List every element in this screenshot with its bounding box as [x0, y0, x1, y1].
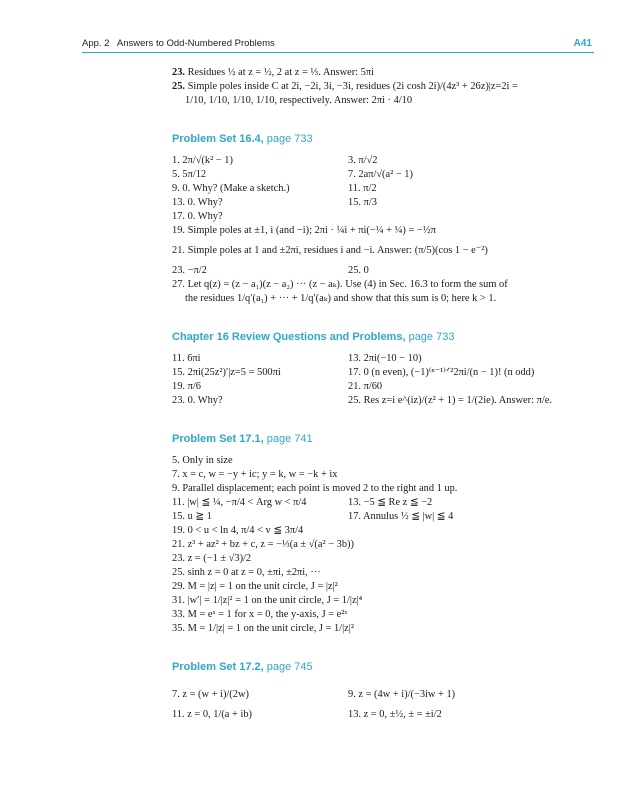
answer-text: Residues ½ at z = ½, 2 at z = ⅓. Answer: 5πi [187, 67, 374, 78]
answer-21: 21. Simple poles at 1 and ±2πi, residues i and −i. Answer: (π/5)(cos 1 − e⁻²) [172, 245, 488, 256]
answer-row [172, 182, 564, 196]
answer-23 [172, 66, 564, 80]
answer-text: Simple poles inside C at 2i, −2i, 3i, −3i, residues (2i cosh 2i)/(4z³ + 26z)|z=2i = [187, 81, 518, 92]
answer-17: 17. Annulus ½ ≦ |w| ≦ 4 [348, 511, 454, 522]
section-page: page 733 [263, 133, 313, 145]
answer-15: 15. 2πi(25z²)′|z=5 = 500πi [172, 367, 281, 378]
answer-23b: 23. −π/2 [172, 265, 207, 276]
answer-9: 9. z = (4w + i)/(−3iw + 1) [348, 689, 456, 700]
answer-27: 27. Let q(z) = (z − a₁)(z − a₂) ··· (z − aₖ). Use (4) in Sec. 16.3 to form the sum of [172, 279, 508, 290]
answer-row [172, 154, 564, 168]
section-heading-16-4 [172, 132, 564, 146]
answer-row [172, 352, 564, 366]
running-header [82, 38, 592, 49]
answer-25 [172, 80, 564, 94]
answer-5: 5. Only in size [172, 455, 233, 466]
answer-35: 35. M = 1/|z| = 1 on the unit circle, J = 1/|z|² [172, 623, 354, 634]
answer-row [172, 510, 564, 524]
answer-5: 5. 5π/12 [172, 169, 207, 180]
answer-25: 25. Res z=i e^(iz)/(z² + 1) = 1/(2ie). Answer: π/e. [348, 395, 552, 406]
answer-number: 25. [172, 81, 185, 92]
section-title: Problem Set 17.1, [172, 433, 264, 445]
answer-row [172, 496, 564, 510]
answer-23: 23. 0. Why? [172, 395, 223, 406]
answer-23: 23. z = (−1 ± √3)/2 [172, 553, 252, 564]
section-page: page 741 [263, 433, 313, 445]
answer-15: 15. π/3 [348, 197, 377, 208]
answer-row [172, 708, 564, 722]
answer-19: 19. π/6 [172, 381, 201, 392]
answer-27-cont: the residues 1/q′(a₁) + ··· + 1/q′(aₖ) and show that this sum is 0; here k > 1. [185, 293, 497, 304]
answer-3: 3. π/√2 [348, 155, 378, 166]
header-title: Answers to Odd-Numbered Problems [116, 38, 275, 49]
answer-11: 11. |w| ≦ ¼, −π/4 < Arg w < π/4 [172, 497, 307, 508]
answer-17: 17. 0. Why? [172, 211, 223, 222]
answer-19: 19. 0 < u < ln 4, π/4 < v ≦ 3π/4 [172, 525, 304, 536]
answer-1: 1. 2π/√(k² − 1) [172, 155, 233, 166]
section-page: page 745 [263, 661, 313, 673]
section-title: Problem Set 17.2, [172, 661, 264, 673]
answer-25-cont: 1/10, 1/10, 1/10, 1/10, respectively. Answer: 2πi · 4/10 [185, 95, 413, 106]
section-heading-17-1 [172, 432, 564, 446]
answer-row [172, 168, 564, 182]
answer-row [172, 394, 564, 408]
answer-29: 29. M = |z| = 1 on the unit circle, J = |z|² [172, 581, 338, 592]
answer-13: 13. 2πi(−10 − 10) [348, 353, 422, 364]
answer-7: 7. 2aπ/√(a² − 1) [348, 169, 413, 180]
answer-25: 25. sinh z = 0 at z = 0, ±πi, ±2πi, ··· [172, 567, 321, 578]
answer-9: 9. 0. Why? (Make a sketch.) [172, 183, 290, 194]
answers-body [172, 66, 564, 722]
answer-13: 13. 0. Why? [172, 197, 223, 208]
answer-33: 33. M = eˣ = 1 for x = 0, the y-axis, J = e²ˣ [172, 609, 348, 620]
answer-11: 11. z = 0, 1/(a + ib) [172, 709, 253, 720]
answer-19: 19. Simple poles at ±1, i (and −i); 2πi · ¼i + πi(−¼ + ¼) = −½π [172, 225, 436, 236]
page-number: A41 [573, 38, 592, 49]
header-rule [82, 52, 594, 53]
answer-9: 9. Parallel displacement; each point is moved 2 to the right and 1 up. [172, 483, 458, 494]
section-title: Problem Set 16.4, [172, 133, 264, 145]
answer-31: 31. |w′| = 1/|z|² = 1 on the unit circle, J = 1/|z|⁴ [172, 595, 363, 606]
answer-row [172, 682, 564, 708]
answer-11: 11. π/2 [348, 183, 377, 194]
section-heading-17-2 [172, 660, 564, 674]
answer-13: 13. z = 0, ±½, ± = ±i/2 [348, 709, 442, 720]
answer-21: 21. z³ + az² + bz + c, z = −⅓(a ± √(a² − 3b)) [172, 539, 354, 550]
answer-row [172, 366, 564, 380]
appendix-label: App. 2 [82, 38, 110, 49]
answer-11: 11. 6πi [172, 353, 201, 364]
answer-row [172, 196, 564, 210]
section-title: Chapter 16 Review Questions and Problems, [172, 331, 406, 343]
answer-row [172, 380, 564, 394]
answer-13: 13. −5 ≦ Re z ≦ −2 [348, 497, 433, 508]
answer-row [172, 264, 564, 278]
answer-7: 7. x = c, w = −y + ic; y = k, w = −k + ix [172, 469, 338, 480]
answer-25b: 25. 0 [348, 265, 369, 276]
section-page: page 733 [405, 331, 455, 343]
section-heading-ch16 [172, 330, 564, 344]
answer-7: 7. z = (w + i)/(2w) [172, 689, 249, 700]
answer-number: 23. [172, 67, 185, 78]
answer-21: 21. π/60 [348, 381, 383, 392]
answer-17: 17. 0 (n even), (−1)⁽ⁿ⁻¹⁾ᐟ²2πi/(n − 1)! (n odd) [348, 367, 535, 378]
answer-15: 15. u ≧ 1 [172, 511, 212, 522]
